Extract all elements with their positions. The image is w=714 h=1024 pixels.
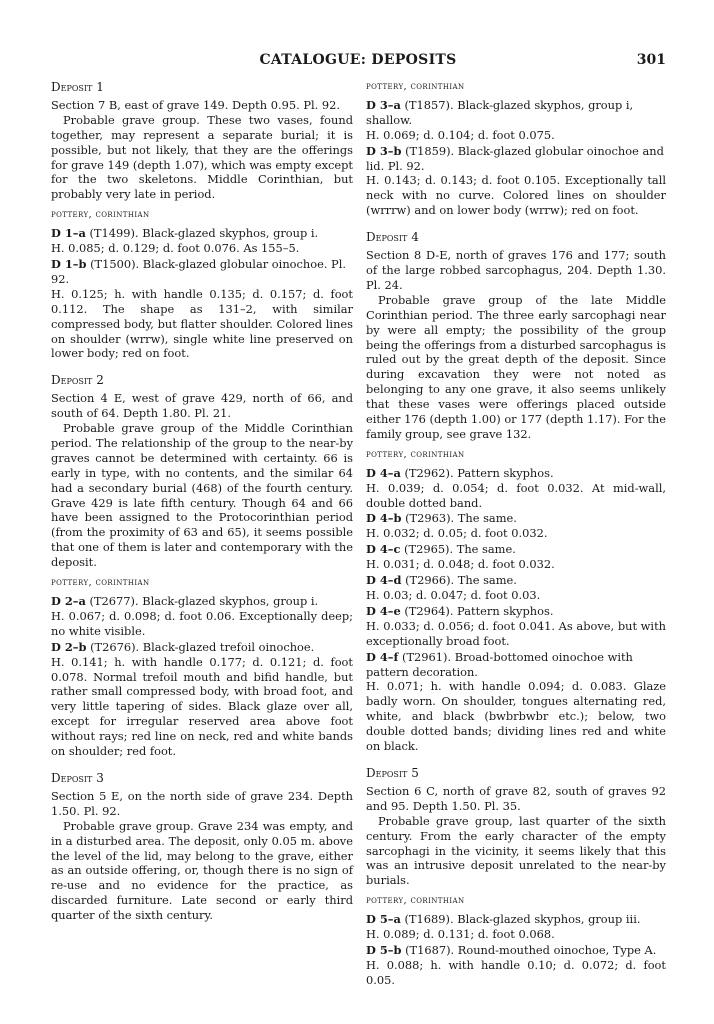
deposit-5-description: Probable grave group, last quarter of the sixth century. From the early character of the empty sarcophagi in the vicinity, it seems likely that this was an intrusive deposit unrelated to the near-by burials. [366,813,666,888]
running-title: CATALOGUE: DEPOSITS [259,52,457,68]
catalogue-entry [51,594,353,609]
entry-measurements: H. 0.143; d. 0.143; d. foot 0.105. Exceptionally tall neck with no curve. Colored lines on shoulder (wrrrw) and on lower body (wrrw); red on foot. [366,173,666,218]
left-column [51,80,353,923]
deposit-2-location: Section 4 E, west of grave 429, north of 66, and south of 64. Depth 1.80. Pl. 21. [51,391,353,421]
entry-title: (T1499). Black-glazed skyphos, group i. [89,226,319,241]
entry-measurements: H. 0.067; d. 0.098; d. foot 0.06. Exceptionally deep; no white visible. [51,608,353,638]
entry-measurements: H. 0.039; d. 0.054; d. foot 0.032. At mid-wall, double dotted band. [366,480,666,510]
entry-title: (T1500). Black-glazed globular oinochoe. Pl. 92. [51,256,346,286]
entry-title: (T2676). Black-glazed trefoil oinochoe. [90,639,315,654]
page-header [50,52,666,72]
entry-title: (T2963). The same. [405,511,517,526]
pottery-label: pottery, corinthian [366,895,465,907]
entry-id: D 3–b [366,143,402,158]
deposit-4-description: Probable grave group of the late Middle Corinthian period. The three early sarcophagi near by were all empty; the possibility of the group being the offerings from a disturbed sarcophagus is ruled out by the great depth of the deposit. Since during excavation they were not noted as belonging to any one grave, it also seems unlikely that these vases were offerings placed outside either 176 (depth 1.00) or 177 (depth 1.17). For the family group, see grave 132. [366,292,666,441]
catalogue-entry [51,640,353,655]
right-column [366,80,666,989]
catalogue-entry [366,144,666,174]
catalogue-entry [366,650,666,680]
entry-id: D 5–b [366,942,402,957]
catalogue-entry [366,573,666,588]
catalogue-entry [51,226,353,241]
deposit-4-heading: Deposit 4 [366,230,419,245]
catalogue-entry [366,912,666,927]
entry-measurements: H. 0.033; d. 0.056; d. foot 0.041. As above, but with exceptionally broad foot. [366,618,666,648]
catalogue-entry [366,98,666,128]
catalogue-entry [366,604,666,619]
pottery-label: pottery, corinthian [51,209,150,221]
entry-id: D 2–b [51,639,87,654]
entry-title: (T2964). Pattern skyphos. [404,603,554,618]
catalogue-entry [366,943,666,958]
deposit-3-heading: Deposit 3 [51,770,104,785]
entry-measurements: H. 0.085; d. 0.129; d. foot 0.076. As 155–5. [51,241,300,256]
entry-title: (T1857). Black-glazed skyphos, group i, shallow. [366,97,634,127]
entry-measurements: H. 0.089; d. 0.131; d. foot 0.068. [366,927,555,942]
deposit-3-description: Probable grave group. Grave 234 was empty, and in a disturbed area. The deposit, only 0.05 m. above the level of the lid, may belong to the grave, either as an outside offering, or, though there is no sign of re-use and no evidence for the practice, as discarded furniture. Late second or early third quarter of the sixth century. [51,818,353,923]
entry-title: (T1689). Black-glazed skyphos, group iii. [404,912,641,927]
deposit-1-location: Section 7 B, east of grave 149. Depth 0.95. Pl. 92. [51,97,340,112]
entry-measurements: H. 0.141; h. with handle 0.177; d. 0.121; d. foot 0.078. Normal trefoil mouth and bifid handle, but rather small compressed body, with broad foot, and very little tapering of sides. Black glaze over all, except for irregular reserved area above foot without rays; red line on neck, red and white bands on shoulder; red foot. [51,654,353,759]
catalogue-entry [366,542,666,557]
entry-id: D 1–a [51,226,86,241]
catalogue-entry [366,466,666,481]
deposit-1-heading: Deposit 1 [51,80,104,94]
entry-measurements: H. 0.088; h. with handle 0.10; d. 0.072; d. foot 0.05. [366,957,666,987]
entry-title: (T2677). Black-glazed skyphos, group i. [89,594,319,608]
deposit-5-heading: Deposit 5 [366,765,419,780]
entry-measurements: H. 0.125; h. with handle 0.135; d. 0.157; d. foot 0.112. The shape as 131–2, with similar compressed body, but flatter shoulder. Colored lines on shoulder (wrrw), single white line preserved on lower body; red on foot. [51,286,353,361]
deposit-3-location: Section 5 E, on the north side of grave 234. Depth 1.50. Pl. 92. [51,788,353,818]
deposit-2-heading: Deposit 2 [51,373,104,388]
deposit-5-location: Section 6 C, north of grave 82, south of graves 92 and 95. Depth 1.50. Pl. 35. [366,783,666,813]
pottery-label: pottery, corinthian [366,81,465,92]
page-number: 301 [636,52,666,68]
pottery-label: pottery, corinthian [366,448,465,460]
entry-id: D 4–e [366,603,401,618]
entry-id: D 4–f [366,649,399,664]
entry-title: (T1687). Round-mouthed oinochoe, Type A. [405,942,657,957]
entry-measurements: H. 0.03; d. 0.047; d. foot 0.03. [366,588,541,602]
catalogue-entry [51,257,353,287]
entry-measurements: H. 0.069; d. 0.104; d. foot 0.075. [366,127,555,142]
entry-id: D 4–c [366,542,401,557]
deposit-4-location: Section 8 D-E, north of graves 176 and 177; south of the large robbed sarcophagus, 204. Depth 1.30. Pl. 24. [366,248,666,292]
entry-measurements: H. 0.031; d. 0.048; d. foot 0.032. [366,557,555,572]
catalogue-entry [366,511,666,526]
entry-measurements: H. 0.032; d. 0.05; d. foot 0.032. [366,526,548,541]
entry-title: (T2961). Broad-bottomed oinochoe with pattern decoration. [366,649,633,679]
entry-id: D 1–b [51,256,87,271]
deposit-2-description: Probable grave group of the Middle Corinthian period. The relationship of the group to the near-by graves cannot be determined with certainty. 66 is early in type, with no contents, and the similar 64 had a secondary burial (468) of the fourth century. Grave 429 is late fifth century. Though 64 and 66 have been assigned to the Protocorinthian period (from the proximity of 63 and 65), it seems possible that one of them is later and contemporary with the deposit. [51,421,353,570]
entry-measurements: H. 0.071; h. with handle 0.094; d. 0.083. Glaze badly worn. On shoulder, tongues alternating red, white, and black (bwbrbwbr etc.); below, two double dotted bands; dividing lines red and white on black. [366,679,666,754]
deposit-1-description: Probable grave group. These two vases, found together, may represent a separate burial; it is possible, but not likely, that they are the offerings for grave 149 (depth 1.07), which was empty except for the two skeletons. Middle Corinthian, but probably very late in period. [51,112,353,202]
entry-title: (T2962). Pattern skyphos. [404,465,554,480]
entry-id: D 4–d [366,573,402,588]
pottery-label: pottery, corinthian [51,577,150,589]
entry-title: (T2965). The same. [404,542,516,557]
entry-id: D 4–b [366,511,402,526]
entry-id: D 2–a [51,594,86,608]
entry-title: (T2966). The same. [405,573,517,588]
entry-id: D 4–a [366,465,401,480]
entry-title: (T1859). Black-glazed globular oinochoe and lid. Pl. 92. [366,143,664,173]
entry-id: D 5–a [366,912,401,927]
entry-id: D 3–a [366,97,401,112]
